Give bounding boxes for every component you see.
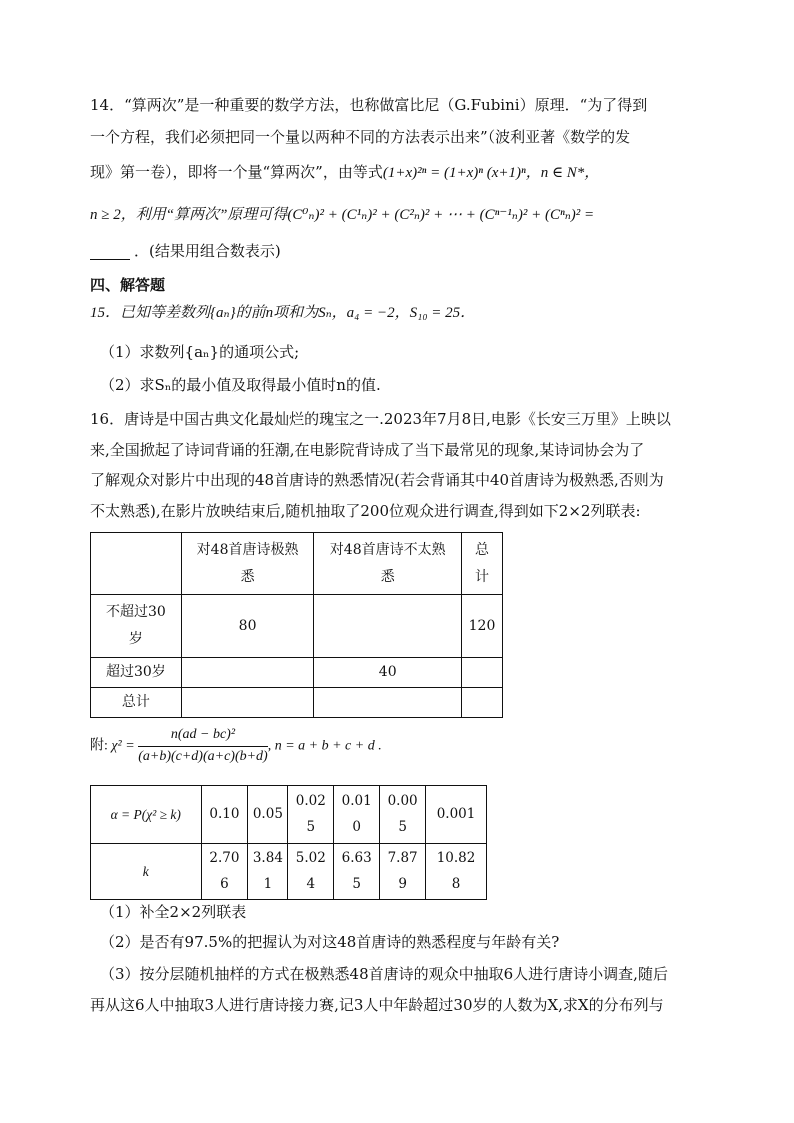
table-cell: 6.63 5 [334,844,380,900]
table-cell [462,688,503,718]
table-cell: 5.02 4 [288,844,334,900]
table-cell: 80 [181,595,314,658]
q15-line-1: 15．已知等差数列{aₙ}的前n项和为Sₙ，a₄ = −2，S₁₀ = 25． [90,305,476,321]
formula-denominator: (a+b)(c+d)(a+c)(b+d) [138,748,268,764]
q16-part-3-line-1: （3）按分层随机抽样的方式在极熟悉48首唐诗的观众中抽取6人进行唐诗小调查,随后 [100,965,668,983]
table-row [91,844,487,900]
chi-square-formula [90,727,382,766]
table-cell [181,658,314,688]
alpha-label-cell: α = P(χ² ≥ k) [91,786,202,844]
table-cell: 0.02 5 [288,786,334,844]
table-row [91,595,503,658]
table-cell: 0.05 [248,786,288,844]
q14-line-4 [90,205,594,224]
table-cell: 7.87 9 [380,844,426,900]
q14-line-3 [90,163,599,182]
table-header-cell: 总 计 [462,533,503,595]
q15-part-2: （2）求Sₙ的最小值及取得最小值时n的值. [100,376,381,394]
critical-value-table [90,785,487,900]
table-row [91,658,503,688]
table-header-row [91,533,503,595]
q14-line-5 [90,242,281,260]
q16-line-1: 16．唐诗是中国古典文化最灿烂的瑰宝之一.2023年7月8日,电影《长安三万里》上映以 [90,410,671,428]
q14-identity-formula: (1+x)²ⁿ = (1+x)ⁿ (x+1)ⁿ，n ∈ N*， [382,165,600,181]
table-header-cell: 对48首唐诗不太熟 悉 [314,533,462,595]
q14-line-2: 一个方程，我们必须把同一个量以两种不同的方法表示出来”（波利亚著《数学的发 [90,128,631,146]
formula-lhs: χ² = [111,738,135,754]
table-cell: 0.10 [201,786,248,844]
table-cell [181,688,314,718]
q16-part-2: （2）是否有97.5%的把握认为对这48首唐诗的熟悉程度与年龄有关? [100,933,560,951]
q16-part-1: （1）补全2×2列联表 [100,903,247,921]
table-cell [462,658,503,688]
answer-blank[interactable] [90,245,130,260]
table-cell [314,595,462,658]
table-cell: 10.82 8 [426,844,487,900]
formula-numerator: n(ad − bc)² [138,727,268,747]
q14-line-3-text: 现》第一卷），即将一个量“算两次”，由等式 [90,163,383,181]
table-cell: 超过30岁 [91,658,182,688]
table-cell: 0.001 [426,786,487,844]
contingency-table [90,532,503,718]
table-cell: 120 [462,595,503,658]
q14-line-1: 14．“算两次”是一种重要的数学方法，也称做富比尼（G.Fubini）原理．“为了得到 [90,96,648,114]
formula-prefix: 附: [90,738,108,754]
q14-line-4-text: n ≥ 2，利用“算两次”原理可得 [90,207,288,223]
table-cell: 2.70 6 [201,844,248,900]
q15-part-1: （1）求数列{aₙ}的通项公式; [100,343,300,361]
table-cell [314,688,462,718]
table-cell: 3.84 1 [248,844,288,900]
q16-line-4: 不太熟悉),在影片放映结束后,随机抽取了200位观众进行调查,得到如下2×2列联表: [90,502,641,520]
formula-fraction [138,727,268,766]
table-cell: 0.00 5 [380,786,426,844]
q16-line-2: 来,全国掀起了诗词背诵的狂潮,在电影院背诗成了当下最常见的现象,某诗词协会为了 [90,441,645,459]
table-row [91,786,487,844]
table-cell: 0.01 0 [334,786,380,844]
k-label-cell: k [91,844,202,900]
table-cell: 40 [314,658,462,688]
q14-line-5-text: ．(结果用组合数表示) [134,242,281,260]
table-row [91,688,503,718]
table-header-cell: 对48首唐诗极熟 悉 [181,533,314,595]
q16-line-3: 了解观众对影片中出现的48首唐诗的熟悉情况(若会背诵其中40首唐诗为极熟悉,否则为 [90,471,664,489]
table-cell: 不超过30 岁 [91,595,182,658]
table-header-cell [91,533,182,595]
section-heading: 四、解答题 [90,276,166,294]
q14-sum-formula: (C⁰ₙ)² + (C¹ₙ)² + (C²ₙ)² + ⋯ + (Cⁿ⁻¹ₙ)² + (Cⁿₙ)² = [287,207,595,223]
q16-part-3-line-2: 再从这6人中抽取3人进行唐诗接力赛,记3人中年龄超过30岁的人数为X,求X的分布列与 [90,996,664,1014]
table-cell: 总计 [91,688,182,718]
formula-tail: , n = a + b + c + d . [267,738,382,754]
